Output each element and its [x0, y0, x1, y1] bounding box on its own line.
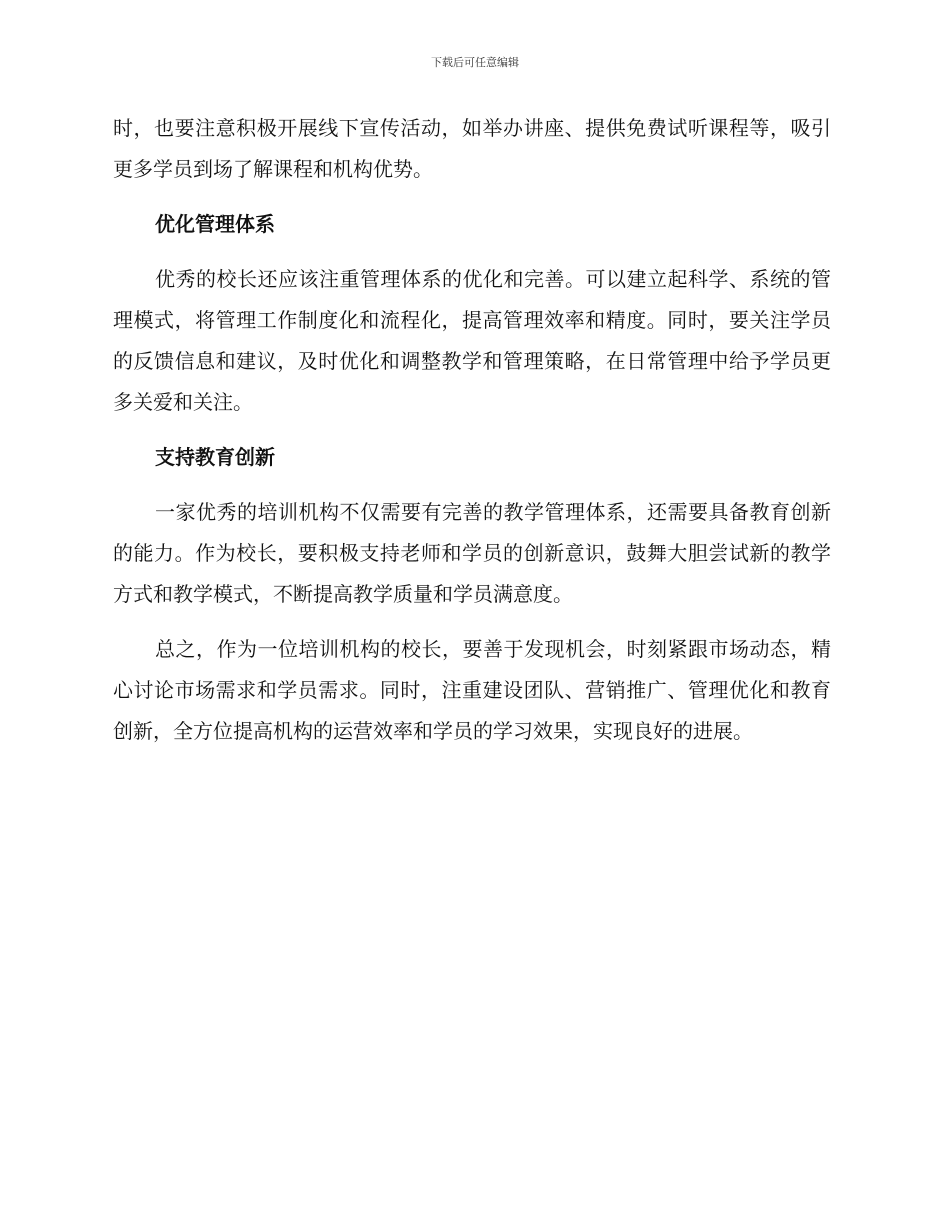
paragraph-innovation: 一家优秀的培训机构不仅需要有完善的教学管理体系，还需要具备教育创新的能力。作为校长，要积极支持老师和学员的创新意识，鼓舞大胆尝试新的教学方式和教学模式，不断提高教学质量和学员满意度。 — [113, 500, 831, 606]
document-body — [113, 108, 831, 766]
page-header-note: 下载后可任意编辑 — [431, 56, 519, 69]
continuation-paragraph: 时，也要注意积极开展线下宣传活动，如举办讲座、提供免费试听课程等，吸引更多学员到场了解课程和机构优势。 — [113, 116, 831, 181]
paragraph-conclusion: 总之，作为一位培训机构的校长，要善于发现机会，时刻紧跟市场动态，精心讨论市场需求和学员需求。同时，注重建设团队、营销推广、管理优化和教育创新，全方位提高机构的运营效率和学员的学习效果，实现良好的进展。 — [113, 637, 831, 743]
section-heading-innovation: 支持教育创新 — [155, 445, 275, 469]
paragraph-management: 优秀的校长还应该注重管理体系的优化和完善。可以建立起科学、系统的管理模式，将管理工作制度化和流程化，提高管理效率和精度。同时，要关注学员的反馈信息和建议，及时优化和调整教学和管理策略，在日常管理中给予学员更多关爱和关注。 — [113, 267, 831, 414]
section-heading-management: 优化管理体系 — [155, 212, 275, 236]
